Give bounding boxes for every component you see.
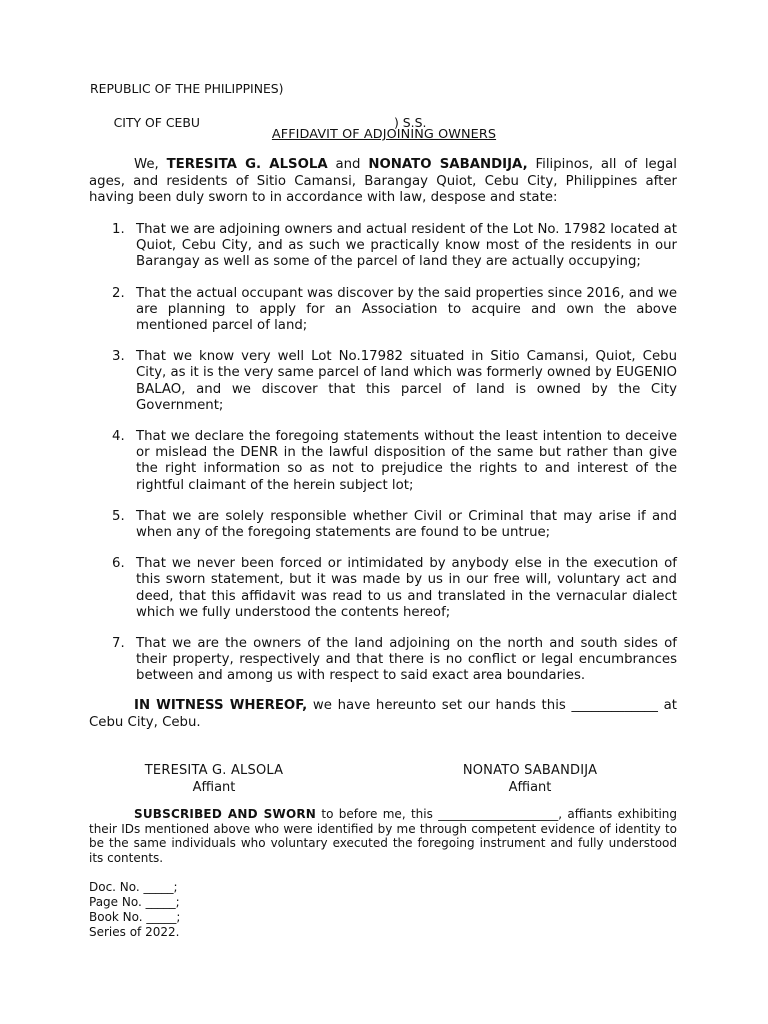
- venue-republic: REPUBLIC OF THE PHILIPPINES): [90, 81, 284, 96]
- statement-text: That we are adjoining owners and actual resident of the Lot No. 17982 located at Quiot, Cebu City, and as such we practically know most of the residents in our Barangay as well as some of the parcel of land they are actually occupying;: [136, 222, 677, 270]
- statement-list: [112, 222, 677, 700]
- statement-item: [112, 429, 677, 494]
- venue-ss: ) S.S.: [394, 115, 427, 130]
- venue-city-label: CITY OF CEBU: [113, 115, 200, 130]
- statement-number: 1.: [112, 222, 125, 237]
- series-year: Series of 2022.: [89, 925, 180, 939]
- statement-text: That the actual occupant was discover by the said properties since 2016, and we are planning to apply for an Association to acquire and own the above mentioned parcel of land;: [136, 285, 677, 334]
- statement-number: 2.: [112, 285, 125, 301]
- statement-number: 3.: [112, 349, 125, 365]
- statement-item: [112, 509, 677, 541]
- witness-lead: IN WITNESS WHEREOF,: [134, 698, 308, 713]
- statement-number: 5.: [112, 508, 125, 524]
- intro-we: We,: [134, 157, 167, 172]
- intro-affiant-2: NONATO SABANDIJA,: [368, 157, 528, 172]
- signature-block-1: [134, 762, 294, 796]
- statement-item: [112, 222, 677, 271]
- statement-text: That we are solely responsible whether Civil or Criminal that may arise if and when any of the foregoing statements are found to be untrue;: [136, 508, 677, 541]
- statement-item: [112, 286, 677, 335]
- page-number: Page No. _____;: [89, 895, 180, 909]
- statement-text: That we know very well Lot No.17982 situated in Sitio Camansi, Quiot, Cebu City, as it is the very same parcel of land which was formerly owned by EUGENIO BALAO, and we discover that this parcel of land is owned by the City Government;: [136, 349, 677, 413]
- signatory-name: TERESITA G. ALSOLA: [144, 763, 284, 778]
- witness-paragraph: [89, 697, 677, 731]
- statement-item: [112, 636, 677, 685]
- signatory-role: Affiant: [508, 780, 552, 795]
- statement-number: 4.: [112, 429, 125, 445]
- witness-rest: we have hereunto set our hands this _____________ at Cebu City, Cebu.: [89, 698, 677, 730]
- signatory-role: Affiant: [192, 780, 236, 795]
- statement-item: [112, 556, 677, 621]
- statement-number: 6.: [112, 556, 125, 572]
- intro-rest: Filipinos, all of legal ages, and residents of Sitio Camansi, Barangay Quiot, Cebu City, Philippines after having been duly sworn to in accordance with law, despose and state:: [89, 157, 677, 205]
- statement-text: That we declare the foregoing statements without the least intention to deceive or mislead the DENR in the lawful disposition of the same but rather than give the right information so as not to prejudice the rights to and interest of the rightful claimant of the herein subject lot;: [136, 429, 677, 493]
- statement-text: That we are the owners of the land adjoining on the north and south sides of their property, respectively and that there is no conflict or legal encumbrances between and among us with respect to said exact area boundaries.: [136, 636, 677, 684]
- statement-text: That we never been forced or intimidated by anybody else in the execution of this sworn statement, but it was made by us in our free will, voluntary act and deed, that this affidavit was read to us and translated in the vernacular dialect which we fully understood the contents hereof;: [136, 556, 677, 620]
- jurat-rest: to before me, this ____________________, affiants exhibiting their IDs mentioned above who were identified by me through competent evidence of identity to be the same individuals who voluntary executed the foregoing instrument and fully understood its contents.: [89, 807, 677, 865]
- jurat-lead: SUBSCRIBED AND SWORN: [134, 807, 317, 821]
- intro-paragraph: [89, 157, 677, 207]
- doc-number: Doc. No. _____;: [89, 880, 178, 894]
- jurat-paragraph: [89, 807, 677, 865]
- intro-and: and: [327, 157, 369, 172]
- book-number: Book No. _____;: [89, 910, 181, 924]
- statement-number: 7.: [112, 636, 125, 652]
- intro-affiant-1: TERESITA G. ALSOLA: [166, 157, 328, 172]
- notarial-register: [89, 880, 180, 940]
- signatory-name: NONATO SABANDIJA: [462, 763, 598, 778]
- statement-item: [112, 349, 677, 414]
- signature-block-2: [450, 762, 610, 796]
- document-title: AFFIDAVIT OF ADJOINING OWNERS: [271, 127, 497, 142]
